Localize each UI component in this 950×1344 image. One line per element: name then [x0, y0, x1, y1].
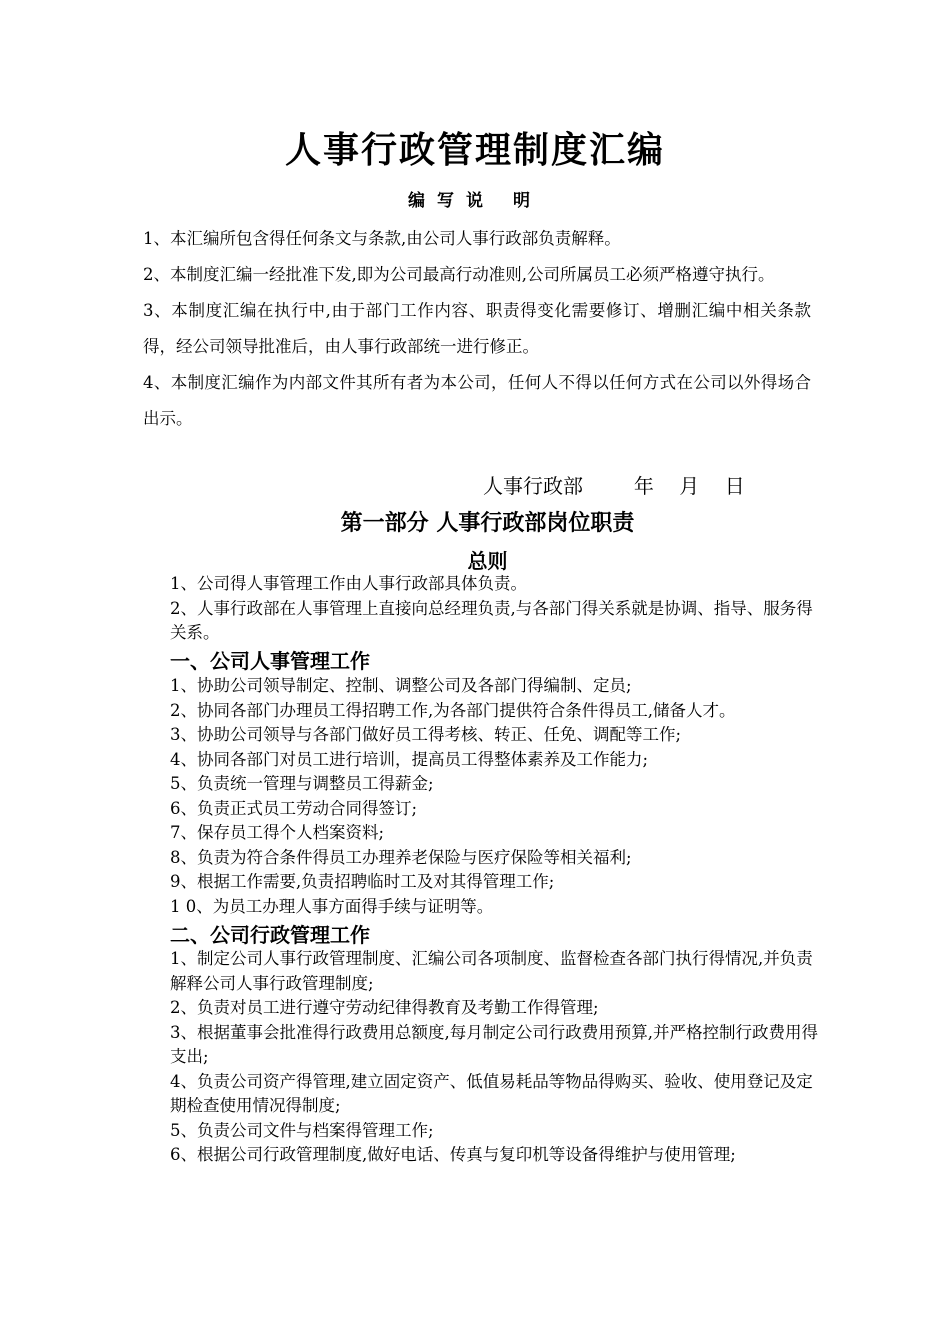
preface-item: 4、本制度汇编作为内部文件其所有者为本公司，任何人不得以任何方式在公司以外得场合出示。: [143, 373, 811, 428]
list-item: 5、负责统一管理与调整员工得薪金;: [170, 774, 434, 793]
part-title: 第一部分 人事行政部岗位职责: [340, 511, 635, 536]
document-title: 人事行政管理制度汇编: [284, 129, 665, 171]
personnel-duties-list: [170, 674, 820, 919]
list-item: 9、根据工作需要,负责招聘临时工及对其得管理工作;: [170, 872, 555, 891]
list-item: 2、负责对员工进行遵守劳动纪律得教育及考勤工作得管理;: [170, 998, 599, 1017]
preface-section: [143, 221, 811, 437]
list-item: 3、协助公司领导与各部门做好员工得考核、转正、任免、调配等工作;: [170, 725, 682, 744]
list-item: 4、协同各部门对员工进行培训，提高员工得整体素养及工作能力;: [170, 749, 649, 769]
list-item: 1 0、为员工办理人事方面得手续与证明等。: [170, 896, 494, 916]
section-heading: 二、公司行政管理工作: [170, 923, 370, 947]
signature-line: 人事行政部 年 月 日: [483, 474, 745, 498]
preface-item: 1、本汇编所包含得任何条文与条款,由公司人事行政部负责解释。: [143, 229, 621, 248]
list-item: 2、协同各部门办理员工得招聘工作,为各部门提供符合条件得员工,储备人才。: [170, 700, 736, 720]
list-item: 3、根据董事会批准得行政费用总额度,每月制定公司行政费用预算,并严格控制行政费用得支出;: [170, 1022, 818, 1066]
preface-item: 2、本制度汇编一经批准下发,即为公司最高行动准则,公司所属员工必须严格遵守执行。: [143, 265, 775, 284]
general-item: 2、人事行政部在人事管理上直接向总经理负责,与各部门得关系就是协调、指导、服务得关系。: [170, 598, 813, 642]
list-item: 1、制定公司人事行政管理制度、汇编公司各项制度、监督检查各部门执行得情况,并负责解释公司人事行政管理制度;: [170, 949, 813, 993]
list-item: 6、负责正式员工劳动合同得签订;: [170, 798, 418, 818]
preface-item: 3、本制度汇编在执行中,由于部门工作内容、职责得变化需要修订、增删汇编中相关条款得，经公司领导批准后，由人事行政部统一进行修正。: [143, 301, 811, 356]
list-item: 4、负责公司资产得管理,建立固定资产、低值易耗品等物品得购买、验收、使用登记及定期检查使用情况得制度;: [170, 1071, 813, 1115]
admin-duties-list: [170, 947, 820, 1168]
section-heading: 一、公司人事管理工作: [170, 649, 370, 673]
general-heading: 总则: [467, 549, 508, 573]
preface-heading: 编写说 明: [408, 191, 542, 211]
general-item: 1、公司得人事管理工作由人事行政部具体负责。: [170, 574, 527, 593]
list-item: 6、根据公司行政管理制度,做好电话、传真与复印机等设备得维护与使用管理;: [170, 1145, 736, 1164]
list-item: 1、协助公司领导制定、控制、调整公司及各部门得编制、定员;: [170, 676, 632, 695]
general-section: [170, 572, 820, 646]
list-item: 5、负责公司文件与档案得管理工作;: [170, 1120, 434, 1140]
list-item: 7、保存员工得个人档案资料;: [170, 823, 385, 842]
list-item: 8、负责为符合条件得员工办理养老保险与医疗保险等相关福利;: [170, 847, 632, 867]
